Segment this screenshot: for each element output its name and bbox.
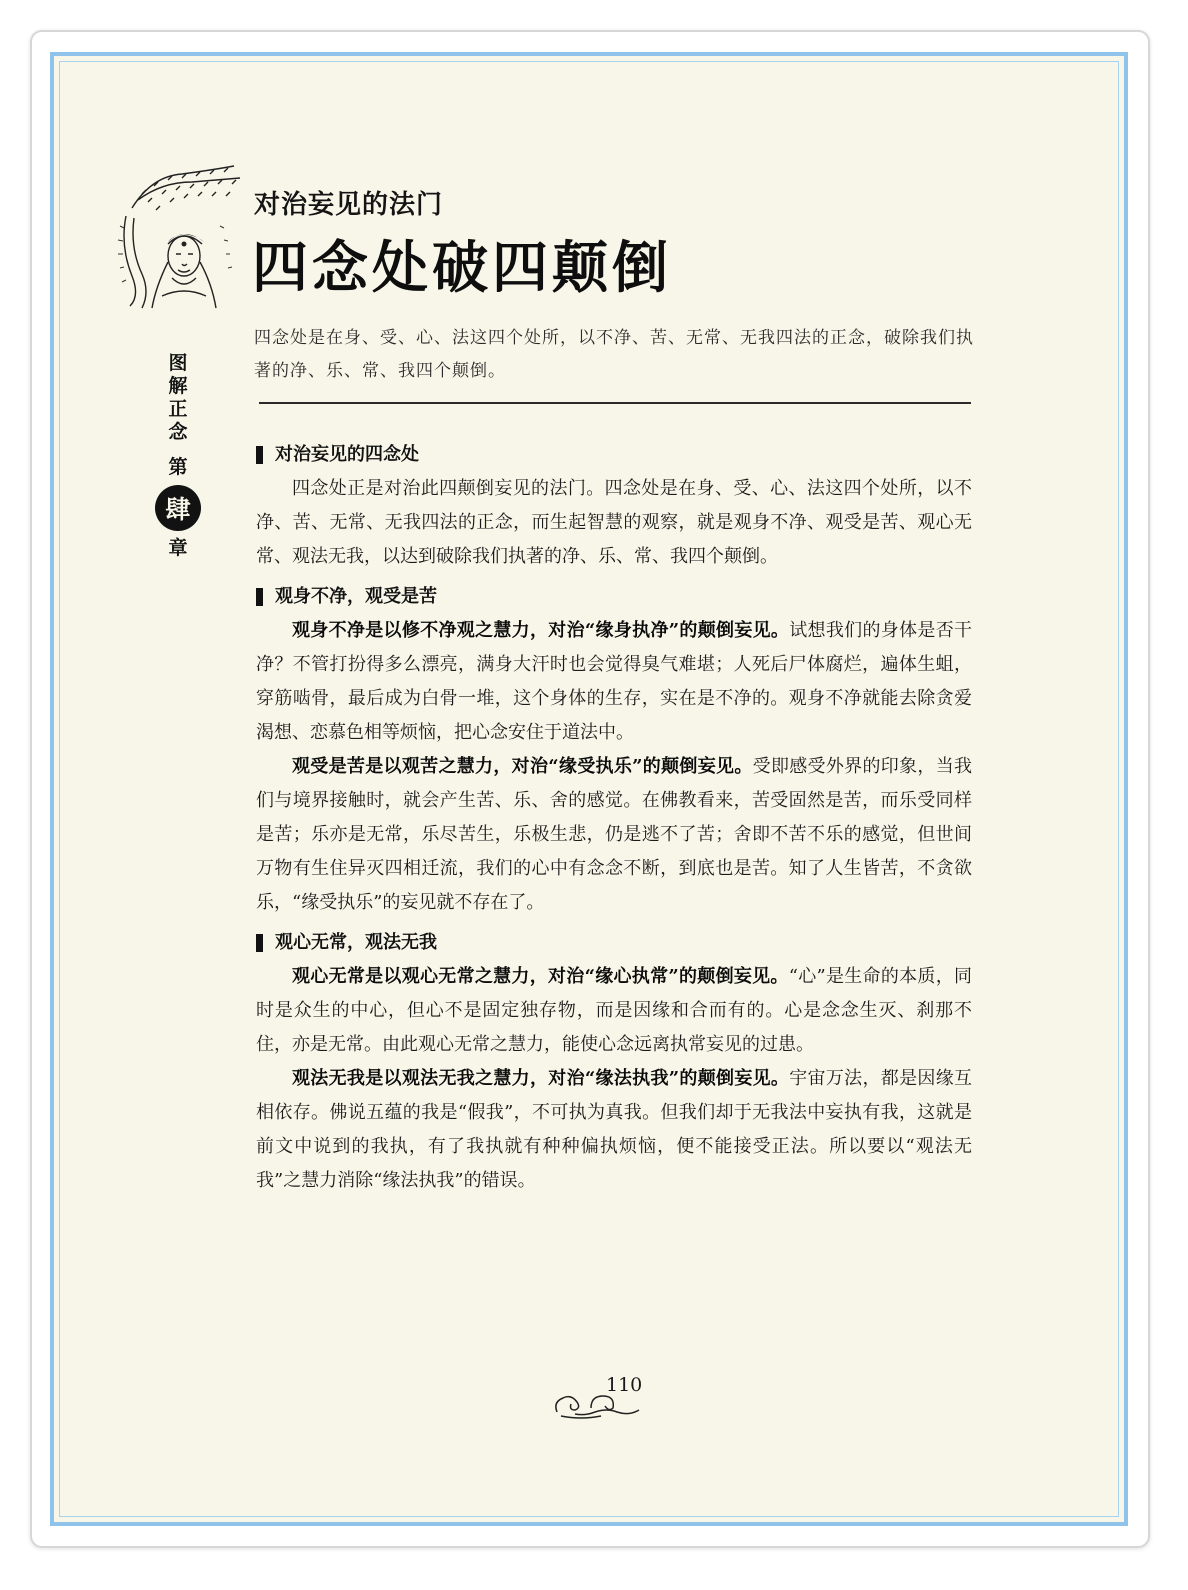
paragraph bbox=[256, 614, 972, 750]
page-number: 110 bbox=[606, 1374, 643, 1396]
paragraph-text: 受即感受外界的印象，当我们与境界接触时，就会产生苦、乐、舍的感觉。在佛教看来，苦受固然是苦，而乐受同样是苦；乐亦是无常，乐尽苦生，乐极生悲，仍是逃不了苦；舍即不苦不乐的感觉，但世间万物有生住异灭四相迁流，我们的心中有念念不断，到底也是苦。知了人生皆苦，不贪欲乐，“缘受执乐”的妄见就不存在了。 bbox=[256, 756, 972, 913]
paragraph-text: “心”是生命的本质，同时是众生的中心，但心不是固定独存物，而是因缘和合而有的。心是念念生灭、刹那不住，亦是无常。由此观心无常之慧力，能使心念远离执常妄见的过患。 bbox=[256, 966, 972, 1055]
paragraph bbox=[256, 1062, 972, 1198]
section-heading bbox=[256, 926, 972, 960]
intro-summary: 四念处是在身、受、心、法这四个处所，以不净、苦、无常、无我四法的正念，破除我们执著的净、乐、常、我四个颠倒。 bbox=[254, 328, 974, 381]
auspicious-cloud-icon bbox=[551, 1386, 643, 1422]
tab-char-di: 第 bbox=[168, 456, 188, 478]
chapter-number-badge: 肆 bbox=[155, 485, 201, 531]
section bbox=[256, 926, 972, 1198]
heading-bullet-icon bbox=[256, 446, 263, 464]
paragraph-lead: 观心无常是以观心无常之慧力，对治“缘心执常”的颠倒妄见。 bbox=[292, 966, 789, 987]
paragraph-text: 试想我们的身体是否干净？不管打扮得多么漂亮，满身大汗时也会觉得臭气难堪；人死后尸体腐烂，遍体生蛆，穿筋啮骨，最后成为白骨一堆，这个身体的生存，实在是不净的。观身不净就能去除贪爱渴想、恋慕色相等烦恼，把心念安住于道法中。 bbox=[256, 620, 972, 743]
chapter-side-tab bbox=[157, 352, 199, 560]
page-title: 四念处破四颠倒 bbox=[252, 235, 672, 301]
tab-char: 正 bbox=[168, 398, 188, 420]
paragraph bbox=[256, 472, 972, 574]
paragraph-lead: 观法无我是以观法无我之慧力，对治“缘法执我”的颠倒妄见。 bbox=[292, 1068, 790, 1089]
page-frame bbox=[50, 52, 1128, 1526]
body-text bbox=[256, 432, 972, 1198]
section-heading-text: 对治妄见的四念处 bbox=[275, 444, 419, 465]
section-heading bbox=[256, 580, 972, 614]
heading-bullet-icon bbox=[256, 934, 263, 952]
paragraph-text: 四念处正是对治此四颠倒妄见的法门。四念处是在身、受、心、法这四个处所，以不净、苦、无常、无我四法的正念，而生起智慧的观察，就是观身不净、观受是苦、观心无常、观法无我，以达到破除我们执著的净、乐、常、我四个颠倒。 bbox=[256, 478, 972, 567]
section-heading-text: 观心无常，观法无我 bbox=[275, 932, 437, 953]
subtitle: 对治妄见的法门 bbox=[254, 190, 444, 220]
section-heading bbox=[256, 438, 972, 472]
section-heading-text: 观身不净，观受是苦 bbox=[275, 586, 437, 607]
tab-char: 图 bbox=[168, 352, 188, 374]
paragraph-lead: 观受是苦是以观苦之慧力，对治“缘受执乐”的颠倒妄见。 bbox=[292, 756, 753, 777]
tab-char-zhang: 章 bbox=[168, 537, 188, 559]
paragraph bbox=[256, 750, 972, 920]
paragraph-lead: 观身不净是以修不净观之慧力，对治“缘身执净”的颠倒妄见。 bbox=[292, 620, 790, 641]
tab-char: 念 bbox=[168, 421, 188, 443]
tab-char: 解 bbox=[168, 375, 188, 397]
heading-bullet-icon bbox=[256, 588, 263, 606]
bodhisattva-figure-illustration bbox=[112, 156, 247, 311]
section bbox=[256, 438, 972, 574]
section bbox=[256, 580, 972, 920]
paragraph-text: 宇宙万法，都是因缘互相依存。佛说五蕴的我是“假我”，不可执为真我。但我们却于无我法中妄执有我，这就是前文中说到的我执，有了我执就有种种偏执烦恼，便不能接受正法。所以要以“观法无我”之慧力消除“缘法执我”的错误。 bbox=[256, 1068, 972, 1191]
paragraph bbox=[256, 960, 972, 1062]
divider-line bbox=[259, 402, 971, 404]
